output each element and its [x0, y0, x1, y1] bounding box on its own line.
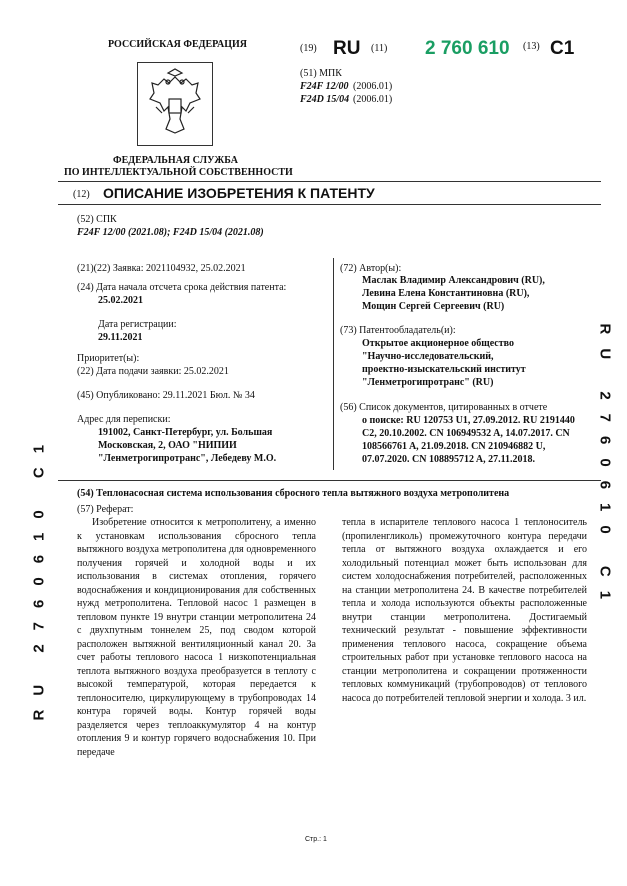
cited-docs-line-2: C2, 20.10.2002. CN 106949532 A, 14.07.2017. CN: [362, 428, 570, 439]
filing-date: (22) Дата подачи заявки: 25.02.2021: [77, 366, 229, 377]
abstract-label: (57) Реферат:: [77, 504, 134, 515]
abstract-column-1: Изобретение относится к метрополитену, а именно к установкам использования сбросного тепла вытяжного воздуха метрополитена для одновременного получения горячей и холодной воды и их использования в системах отопления, горячего водоснабжения и кондиционирования для собственных нужд метрополитена. Тепловой насос 1 размещен в тепловом пункте 19 внутри станции метрополитена 24 с двухпутным тоннелем 25, под сводом которой расположен вытяжной вентиляционный канал 20. За счет работы теплового насоса 1 низкопотенциальная теплота вытяжного воздуха преобразуется в теплоту с высокой температурой, которая передается к теплоносителю, циркулирующему в трубопроводах 14 контура горячей воды. Контур горячей воды разделяется через теплоаккумулятор 4 на контур отопления 9 и контур горячего водоснабжения 10. При передаче: [77, 517, 316, 758]
code-13: (13): [523, 41, 540, 52]
owner-label: (73) Патентообладатель(и):: [340, 325, 456, 336]
mpk-2-code: F24D 15/04: [300, 94, 350, 105]
agency-line-1: ФЕДЕРАЛЬНАЯ СЛУЖБА: [113, 155, 238, 166]
address-line-1: 191002, Санкт-Петербург, ул. Большая: [98, 427, 273, 438]
cited-docs-line-1: о поиске: RU 120753 U1, 27.09.2012. RU 2191440: [362, 415, 575, 426]
author-3: Мощин Сергей Сергеевич (RU): [362, 301, 505, 312]
invention-title: (54) Теплонасосная система использования сбросного тепла вытяжного воздуха метрополитена: [77, 488, 510, 499]
side-code-left: RU 2760610 C1: [30, 430, 48, 721]
mpk-label: (51) МПК: [300, 68, 342, 79]
mpk-1-version: (2006.01): [353, 81, 393, 92]
registration-label: Дата регистрации:: [98, 319, 177, 330]
owner-line-3: проектно-изыскательский институт: [362, 364, 526, 375]
cited-docs-line-3: 108566761 A, 21.09.2018. CN 210946882 U,: [362, 441, 546, 452]
mpk-2-version: (2006.01): [353, 94, 393, 105]
cited-docs-label: (56) Список документов, цитированных в отчете: [340, 402, 548, 413]
address-line-3: "Ленметрогипротранс", Лебедеву М.О.: [98, 453, 277, 464]
abstract-column-2: тепла в испарителе теплового насоса 1 теплоноситель (пропиленгликоль) промежуточного контура передачи тепла от вытяжного воздуха охлаждается и его холодильный потенциал может быть использован для систем холодоснабжения потребителей, расположенных на станции метрополитена 24. В качестве потребителей тепла и холода используются объекты расположенные внутри станции метрополитена. Достигаемый технический результат - повышение эффективности применения теплового насоса, сокращение объема строительных работ при установке теплового насоса на станции метрополитена и сокращении протяженности тепловых коммуникаций (трубопроводов) от теплового насоса до потребителей тепловой энергии и холода. 3 ил.: [342, 517, 587, 704]
address-label: Адрес для переписки:: [77, 414, 171, 425]
title-rule-top: [58, 181, 601, 182]
term-start-label: (24) Дата начала отсчета срока действия патента:: [77, 282, 287, 293]
authors-label: (72) Автор(ы):: [340, 263, 402, 274]
publication-info: (45) Опубликовано: 29.11.2021 Бюл. № 34: [77, 390, 255, 401]
spk-value: F24F 12/00 (2021.08); F24D 15/04 (2021.08): [77, 227, 264, 238]
document-title: ОПИСАНИЕ ИЗОБРЕТЕНИЯ К ПАТЕНТУ: [103, 185, 375, 201]
emblem-icon: [137, 62, 213, 146]
page-number: Стр.: 1: [305, 836, 327, 843]
priority-label: Приоритет(ы):: [77, 353, 140, 364]
application-info: (21)(22) Заявка: 2021104932, 25.02.2021: [77, 263, 246, 274]
owner-line-4: "Ленметрогипротранс" (RU): [362, 377, 494, 388]
code-11: (11): [371, 43, 388, 54]
cited-docs-line-4: 07.07.2020. CN 108895712 A, 27.11.2018.: [362, 454, 536, 465]
registration-value: 29.11.2021: [98, 332, 143, 343]
side-code-right: RU 2760610 C1: [596, 323, 614, 614]
code-19: (19): [300, 43, 317, 54]
spk-label: (52) СПК: [77, 214, 117, 225]
patent-number: 2 760 610: [425, 38, 510, 59]
title-code: (12): [73, 189, 90, 200]
term-start-value: 25.02.2021: [98, 295, 143, 306]
owner-line-1: Открытое акционерное общество: [362, 338, 514, 349]
mpk-1-code: F24F 12/00: [300, 81, 349, 92]
kind-code: C1: [550, 38, 575, 59]
title-rule-bottom: [58, 204, 601, 205]
address-line-2: Московская, 2, ОАО "НИПИИ: [98, 440, 237, 451]
author-1: Маслак Владимир Александрович (RU),: [362, 275, 545, 286]
column-divider: [333, 258, 334, 470]
country-code: RU: [333, 38, 361, 59]
country-name: РОССИЙСКАЯ ФЕДЕРАЦИЯ: [108, 39, 248, 50]
agency-line-2: ПО ИНТЕЛЛЕКТУАЛЬНОЙ СОБСТВЕННОСТИ: [64, 167, 293, 178]
abstract-rule: [58, 480, 601, 481]
author-2: Левина Елена Константиновна (RU),: [362, 288, 530, 299]
owner-line-2: "Научно-исследовательский,: [362, 351, 494, 362]
